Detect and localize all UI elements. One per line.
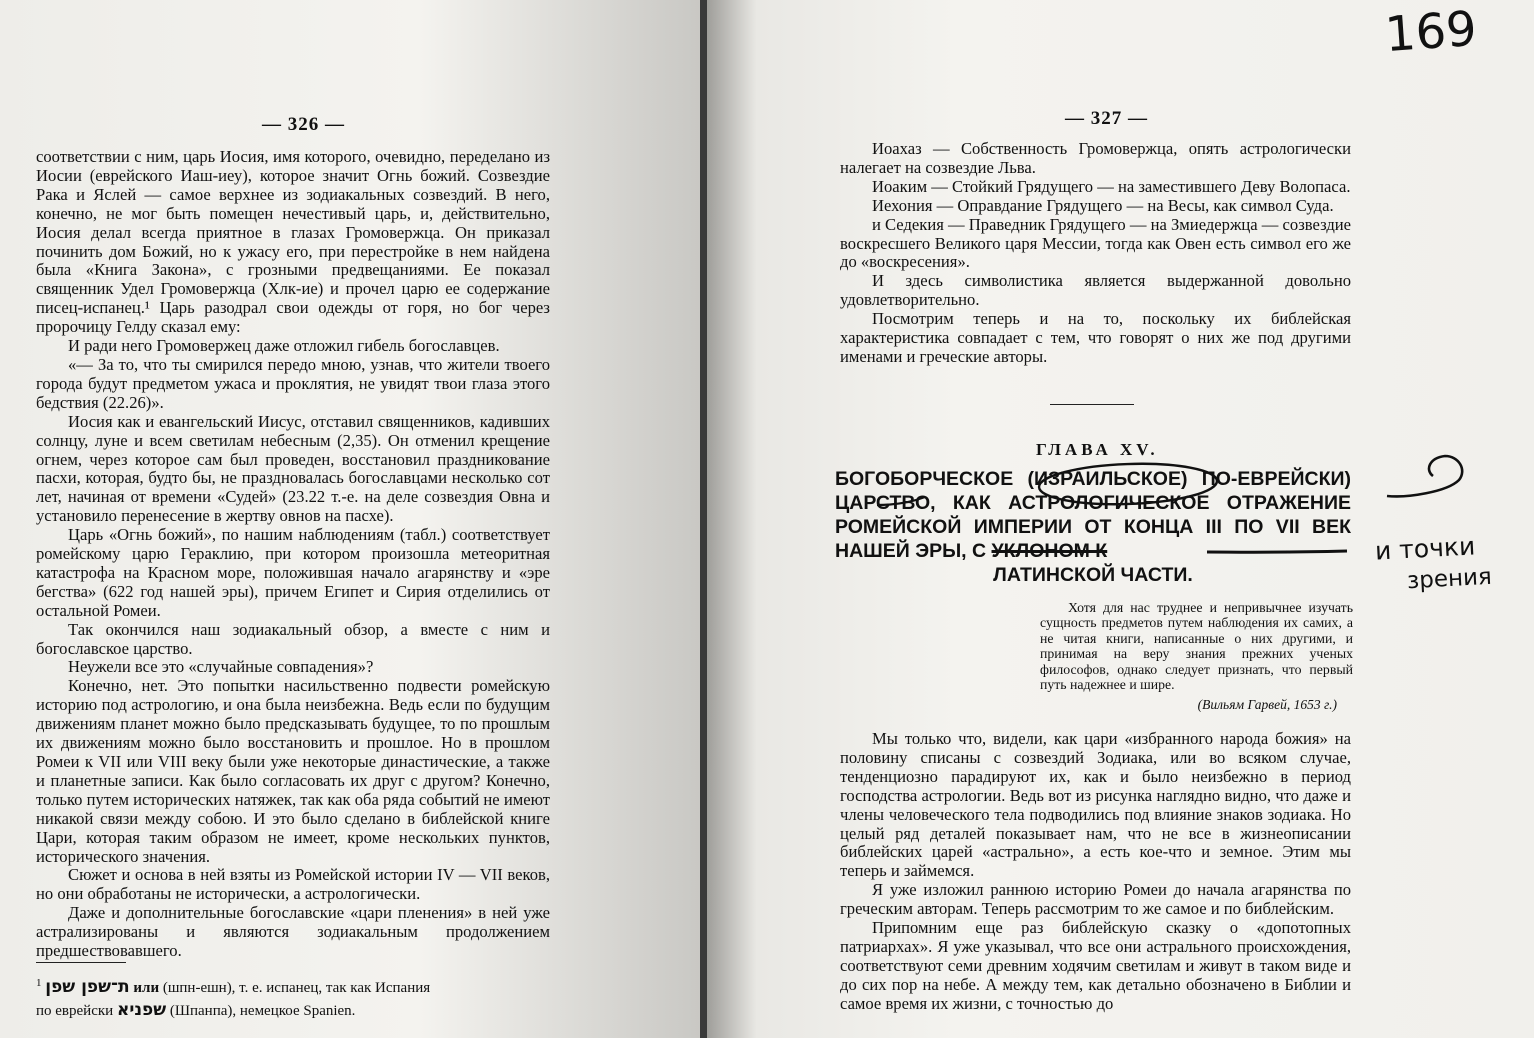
left-page	[0, 0, 702, 1038]
paragraph: Так окончился наш зодиакальный обзор, а вместе с ним и богославское царство.	[36, 619, 550, 658]
left-page-number: — 326 —	[262, 114, 345, 135]
chapter-label: ГЛАВА XV.	[1036, 440, 1159, 459]
left-text-column	[36, 148, 550, 961]
paragraph: соответствии с ним, царь Иосия, имя которого, очевидно, переделано из Иосии (еврейского Иаш-иеу), которое значит Огнь божий. Созвездие Рака и Яслей — самое верхнее из зодиакальных созвездий. В него, конечно, не мог быть помещен нечестивый царь, и, действительно, Иосия делал всегда приятное в глазах Громовержца. Он приказал починить дом Божий, но к ужасу его, при перестройке в нем найдена была «Книга Закона», с грозными предвещаниями. Ее показал священник Удел Громовержца (Хлк-ие) и прочел царю ее содержание писец-испанец.¹ Царь разодрал свои одежды от горя, но бог через пророчицу Гелду сказал ему:	[36, 147, 550, 337]
paragraph: Иосия как и евангельский Иисус, отставил священников, кадивших солнцу, луне и всем светилам небесным (2,35). Он отменил крещение огнем, через которое сам был проведен, восстановил праздникование пасхи, которая, будто бы, не праздновалась богославцами несколько сот лет, начиная от времени «Судей» (23.22 т.-е. на деле созвездия Овна и установило перенесение в жертву овнов на пасхе).	[36, 411, 550, 526]
hebrew-word: שפניא	[116, 1000, 167, 1020]
paragraph: Конечно, нет. Это попытки насильственно подвести ромейскую историю под астрологию, и она была неизбежна. Ведь если по будущим движениям планет можно было предсказывать будущее, то по прошлым их движениям можно было восстановить и прошлое. Но в прошлом Ромеи к VII или VIII веку были уже некоторые династические, а также и планетные записи. Как было согласовать их друг с другом? Конечно, только путем исторических натяжек, так как оба ряда событий не имеют никакой связи между собою. И это было сделано в библейской книге Цари, которая таким образом не имеет, кроме нескольких пунктов, исторического значения.	[36, 676, 550, 866]
circle-mark	[1038, 461, 1217, 507]
paragraph: Посмотрим теперь и на то, поскольку их библейская характеристика совпадает с тем, что говорят о них же под другими именами и греческие авторы.	[840, 309, 1351, 366]
paragraph: Я уже изложил раннюю историю Ромеи до начала агарянства по греческим авторам. Теперь рассмотрим то же самое и по библейским.	[840, 880, 1351, 919]
title-circled-word: ИЗРАИЛЬСКОЕ	[1033, 468, 1181, 490]
handwritten-margin-note: зрения	[1406, 563, 1493, 595]
epigraph-source: (Вильям Гарвей, 1653 г.)	[1197, 697, 1337, 712]
title-text: БОГОБОРЧЕСКОЕ (	[835, 468, 1034, 490]
paragraph: Иехония — Оправдание Грядущего — на Весы, как символ Суда.	[872, 195, 1334, 215]
footnote-marker: 1	[36, 977, 42, 989]
paragraph: Мы только что, видели, как цари «избранного народа божия» на половину списаны с созвездий Зодиака, или во всяком случае, тенденциозно парадируют их, как и было неизбежно в период господства астрологии. Ведь вот из рисунка наглядно видно, что даже и члены человеческого тела подводились под влияние знаков зодиака. Но целый ряд деталей показывает нам, что не все в жизнеописании библейских царей «астрально», а есть кое-что и земное. Этим мы теперь и займемся.	[840, 729, 1351, 881]
paragraph: Иоаким — Стойкий Грядущего — на заместившего Деву Волопаса.	[872, 176, 1351, 196]
title-text: ЛАТИНСКОЙ ЧАСТИ.	[993, 564, 1193, 586]
footnote-divider	[36, 962, 126, 963]
insertion-mark	[1387, 456, 1462, 496]
paragraph: Припомним еще раз библейскую сказку о «допотопных патриархах». Я уже указывал, что все они астрального происхождения, соответствуют семи древним ходячим светилам и живут в таком виде и до сих пор на небе. А между тем, как детально обозначено в Библии и самое время их жизни, с точностью до	[840, 918, 1351, 1013]
footnote	[36, 972, 548, 1022]
footnote-text: или	[133, 980, 160, 996]
paragraph: И ради него Громовержец даже отложил гибель богославцев.	[68, 336, 500, 356]
handwritten-margin-note: и точки	[1374, 531, 1476, 566]
paragraph: «— За то, что ты смирился передо мною, узнав, что жители твоего города будут предметом ужаса и проклятия, не увидят твои глаза этого бедствия (22.26)».	[36, 354, 550, 412]
title-text: ) ПО-ЕВРЕЙСКИ) ЦАРСТВО, КАК АСТРОЛОГИЧЕСКОЕ ОТРАЖЕНИЕ РОМЕЙСКОЙ ИМПЕРИИ ОТ КОНЦА III ПО VII ВЕК НАШЕЙ ЭРЫ, С	[835, 468, 1351, 562]
book-gutter	[700, 0, 707, 1038]
paragraph: Сюжет и основа в ней взяты из Ромейской истории IV — VII веков, но они обработаны не исторически, а астрологически.	[36, 865, 550, 904]
right-page	[707, 0, 1534, 1038]
paragraph: и Седекия — Праведник Грядущего — на Змиедержца — созвездие воскресшего Великого царя Мессии, тогда как Овен есть символ его же до «воскресения».	[840, 214, 1352, 272]
paragraph: Иоахаз — Собственность Громовержца, опять астрологически налегает на созвездие Льва.	[840, 139, 1351, 177]
epigraph: Хотя для нас труднее и непривычнее изучать сущность предметов путем наблюдения их самих, а не читая книги, написанные о них другими, и принимая на веру знания прежних ученых философов, однако следует признать, что первый путь надежнее и шире.	[1040, 600, 1353, 693]
handwritten-stroke	[877, 497, 925, 505]
paragraph: И здесь символистика является выдержанной довольно удовлетворительно.	[840, 271, 1351, 310]
handwriting-marks	[707, 0, 1534, 1038]
strike-line	[1207, 551, 1347, 552]
footnote-text: по еврейски	[36, 1003, 114, 1019]
paragraph: Царь «Огнь божий», по нашим наблюдениям (табл.) соответствует ромейскому царю Гераклию, при котором произошла метеоритная катастрофа на Красном море, положившая начало агарянству и «эре бегства» (622 год нашей эры), причем Египет и Сирия отделились от остальной Ромеи.	[36, 525, 550, 620]
handwritten-page-number: 169	[1383, 0, 1479, 64]
footnote-text: (шпн-ешн), т. е. испанец, так как Испания	[162, 980, 431, 996]
paragraph: Неужели все это «случайные совпадения»?	[68, 657, 374, 677]
paragraph: Даже и дополнительные богославские «цари пленения» в ней уже астрализированы и являются зодиакальным продолжением предшествовавшего.	[36, 903, 550, 961]
right-page-number: — 327 —	[1065, 108, 1148, 129]
hebrew-word: ת־שפן שפן	[45, 977, 130, 997]
footnote-text: (Шпанпа), немецкое Spanien.	[169, 1003, 356, 1019]
title-struck-text: УКЛОНОМ К	[991, 540, 1108, 562]
